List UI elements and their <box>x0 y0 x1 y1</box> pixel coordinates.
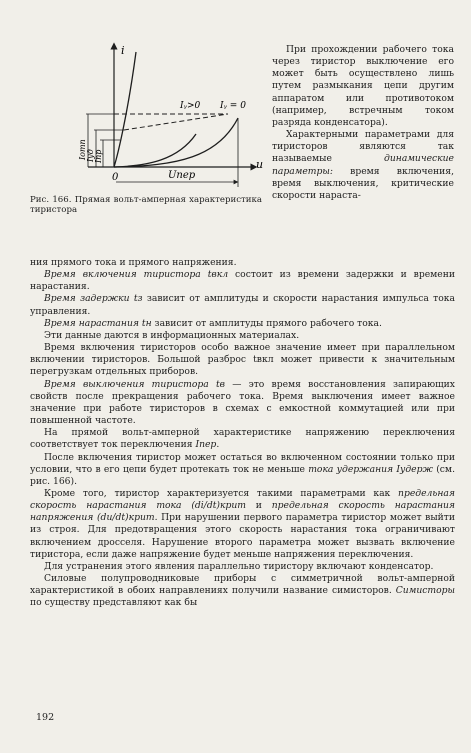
paragraph-delay-time: Время задержки tз зависит от амплитуды и скорости нарастания импульса тока управления. <box>30 293 456 317</box>
paragraph-holding-current: После включения тиристор может остаться во включенном состоянии только при условии, что в его цепи будет протекать ток не меньше тока удержания Iудерж (см. рис. 166). <box>30 451 455 487</box>
label-uper: Uпер <box>168 170 196 181</box>
paragraph-simistors: Силовые полупроводниковые приборы с симметричной вольт-амперной характеристикой в обоих направлениях получили название симисторов. Симисторы по существу представляют как бы <box>30 573 455 609</box>
origin-label: 0 <box>112 172 119 183</box>
page-number: 192 <box>36 712 55 723</box>
paragraph-parallel: Время включения тиристоров особо важное значение имеет при параллельном включении тиристоров. Большой разброс tвкл может привести к значительным перегрузкам отдельных приборов. <box>30 342 455 378</box>
paragraph-info: Эти данные даются в информационных материалах. <box>44 329 300 341</box>
u-axis-label: u <box>256 158 264 171</box>
label-ipr: Iпр <box>94 149 103 163</box>
on-state-curve <box>114 52 136 167</box>
main-body-text <box>30 257 456 610</box>
paragraph-turn-off-time: Время выключения тиристора tв — это время восстановления запирающих свойств после прекращения рабочего тока. Время выключения имеет важное значение при работе тиристоров в схемах с емкостной коммутацией или при повышенной частоте. <box>30 378 455 427</box>
paragraph-switching-current: На прямой вольт-амперной характеристике напряжению переключения соответствует ток переключения Iпер. <box>30 427 455 451</box>
paragraph-dynamic-params: Характерными параметрами для тиристоров являются так называемые динамические параметры: время включения, время выключения, критические скорости нараста- <box>272 129 454 201</box>
figure-caption: Рис. 166. Прямая вольт-амперная характеристика тиристора <box>30 195 262 215</box>
paragraph-continuation: ния прямого тока и прямого напряжения. <box>30 257 237 268</box>
holding-dashed-line <box>124 114 228 130</box>
curve-label-iy-positive: Iᵧ>0 <box>180 101 201 111</box>
paragraph-turn-off: При прохождении рабочего тока через тиристор выключение его может быть осуществлено лишь путем размыкания цепи другим аппаратом или противотоком (например, встречным током разряда конденсатора). <box>272 44 454 128</box>
label-iud: Iуд <box>86 149 95 162</box>
paragraph-turn-on-time: Время включения тиристора tвкл состоит из времени задержки и времени нарастания. <box>30 269 455 293</box>
figure-166-vi-characteristic <box>28 42 268 192</box>
paragraph-critical-rates: Кроме того, тиристор характеризуется такими параметрами как предельная скорость нарастания тока (di/dt)крит и предельная скорость нарастания напряжения (du/dt)крит. При нарушении первого параметра тиристор может выйти из строя. Для предотвращения этого скорость нарастания тока ограничивают включением дросселя. Нарушение второго параметра может вызвать включение тиристора, если даже напряжение будет меньше напряжения переключения. <box>30 487 455 560</box>
paragraph-rise-time: Время нарастания tн зависит от амплитуды прямого рабочего тока. <box>44 317 382 329</box>
curve-iy-positive <box>114 134 196 167</box>
i-axis-label: i <box>121 44 125 57</box>
label-iotp: Iотп <box>78 139 87 160</box>
curve-label-iy-zero: Iᵧ = 0 <box>220 101 246 111</box>
paragraph-capacitor: Для устранения этого явления параллельно тиристору включают конденсатор. <box>44 560 434 572</box>
curve-iy-zero <box>114 118 238 167</box>
right-column-text <box>272 44 454 202</box>
